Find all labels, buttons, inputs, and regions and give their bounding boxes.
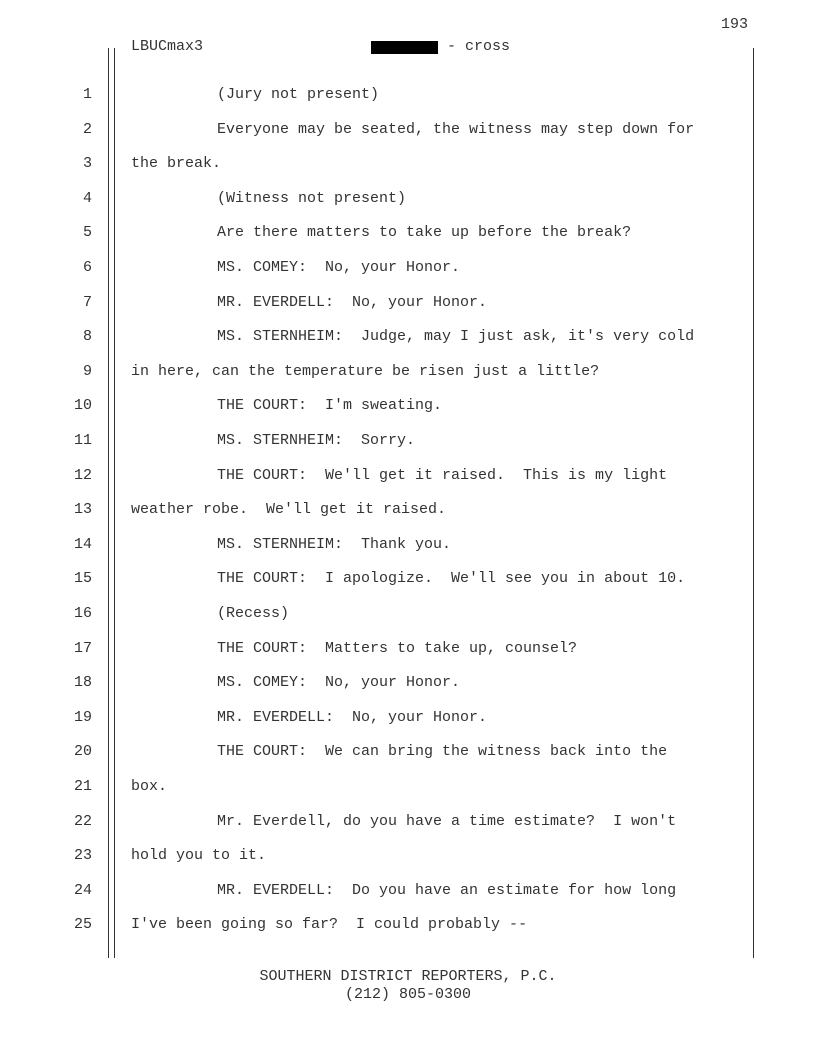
transcript-line (0, 812, 816, 832)
line-number: 13 (73, 501, 92, 519)
line-number: 20 (73, 743, 92, 761)
line-number: 23 (73, 847, 92, 865)
transcript-line (0, 154, 816, 174)
transcript-line (0, 362, 816, 382)
line-number: 14 (73, 535, 92, 553)
line-number: 8 (82, 328, 92, 346)
case-code: LBUCmax3 (131, 38, 204, 55)
transcript-line (0, 742, 816, 762)
line-number: 18 (73, 674, 92, 692)
transcript-line (0, 777, 816, 797)
line-number: 7 (82, 293, 92, 311)
line-number: 4 (82, 189, 92, 207)
transcript-line (0, 535, 816, 555)
line-text: (Witness not present) (217, 189, 407, 207)
transcript-line (0, 915, 816, 935)
transcript-line (0, 639, 816, 659)
transcript-line (0, 293, 816, 313)
line-number: 19 (73, 708, 92, 726)
line-text: THE COURT: I'm sweating. (217, 397, 443, 415)
line-text: MS. COMEY: No, your Honor. (217, 259, 461, 276)
line-text: MR. EVERDELL: Do you have an estimate for how long (217, 881, 677, 899)
transcript-line (0, 569, 816, 589)
footer-reporter: SOUTHERN DISTRICT REPORTERS, P.C. (259, 968, 557, 985)
transcript-line (0, 189, 816, 209)
transcript-line (0, 258, 816, 278)
line-text: MR. EVERDELL: No, your Honor. (217, 293, 488, 311)
line-number: 21 (73, 778, 92, 795)
transcript-line (0, 223, 816, 243)
line-number: 22 (73, 812, 92, 830)
line-number: 11 (73, 432, 92, 449)
line-text: (Recess) (217, 605, 290, 622)
line-text: THE COURT: We can bring the witness back into the (217, 743, 668, 761)
line-text: THE COURT: We'll get it raised. This is my light (217, 466, 668, 484)
line-text: MS. STERNHEIM: Sorry. (217, 432, 416, 449)
transcript-line (0, 466, 816, 486)
line-text: (Jury not present) (217, 86, 380, 103)
line-text: THE COURT: I apologize. We'll see you in about 10. (217, 570, 686, 588)
line-text: Everyone may be seated, the witness may step down for (217, 120, 695, 138)
transcript-line (0, 431, 816, 451)
transcript-line (0, 120, 816, 140)
transcript-line (0, 673, 816, 693)
line-number: 9 (82, 362, 92, 380)
transcript-line (0, 396, 816, 416)
line-text: I've been going so far? I could probably -- (131, 916, 528, 934)
transcript-line (0, 708, 816, 728)
line-number: 12 (73, 466, 92, 484)
transcript-line (0, 881, 816, 901)
line-number: 6 (82, 259, 92, 276)
line-text: MS. STERNHEIM: Thank you. (217, 535, 452, 553)
line-number: 24 (73, 881, 92, 899)
section-label: - cross (447, 38, 511, 55)
line-number: 16 (73, 605, 92, 622)
line-text: Are there matters to take up before the break? (217, 224, 632, 242)
line-text: box. (131, 778, 168, 795)
line-text: MR. EVERDELL: No, your Honor. (217, 708, 488, 726)
line-text: in here, can the temperature be risen just a little? (131, 362, 600, 380)
transcript-line (0, 327, 816, 347)
line-text: the break. (131, 155, 222, 173)
footer-phone: (212) 805-0300 (344, 986, 472, 1003)
line-number: 5 (82, 224, 92, 242)
line-number: 1 (82, 86, 92, 103)
transcript-line (0, 85, 816, 105)
transcript-line (0, 500, 816, 520)
redaction-box (371, 41, 438, 54)
line-text: hold you to it. (131, 847, 267, 865)
line-text: Mr. Everdell, do you have a time estimate? I won't (217, 812, 677, 830)
transcript-line (0, 604, 816, 624)
line-text: weather robe. We'll get it raised. (131, 501, 447, 519)
line-number: 2 (82, 120, 92, 138)
line-number: 25 (73, 916, 92, 934)
line-text: THE COURT: Matters to take up, counsel? (217, 639, 578, 657)
line-text: MS. STERNHEIM: Judge, may I just ask, it's very cold (217, 328, 695, 346)
line-number: 3 (82, 155, 92, 173)
transcript-line (0, 846, 816, 866)
line-text: MS. COMEY: No, your Honor. (217, 674, 461, 692)
line-number: 15 (73, 570, 92, 588)
line-number: 10 (73, 397, 92, 415)
line-number: 17 (73, 639, 92, 657)
page-number: 193 (720, 16, 748, 33)
